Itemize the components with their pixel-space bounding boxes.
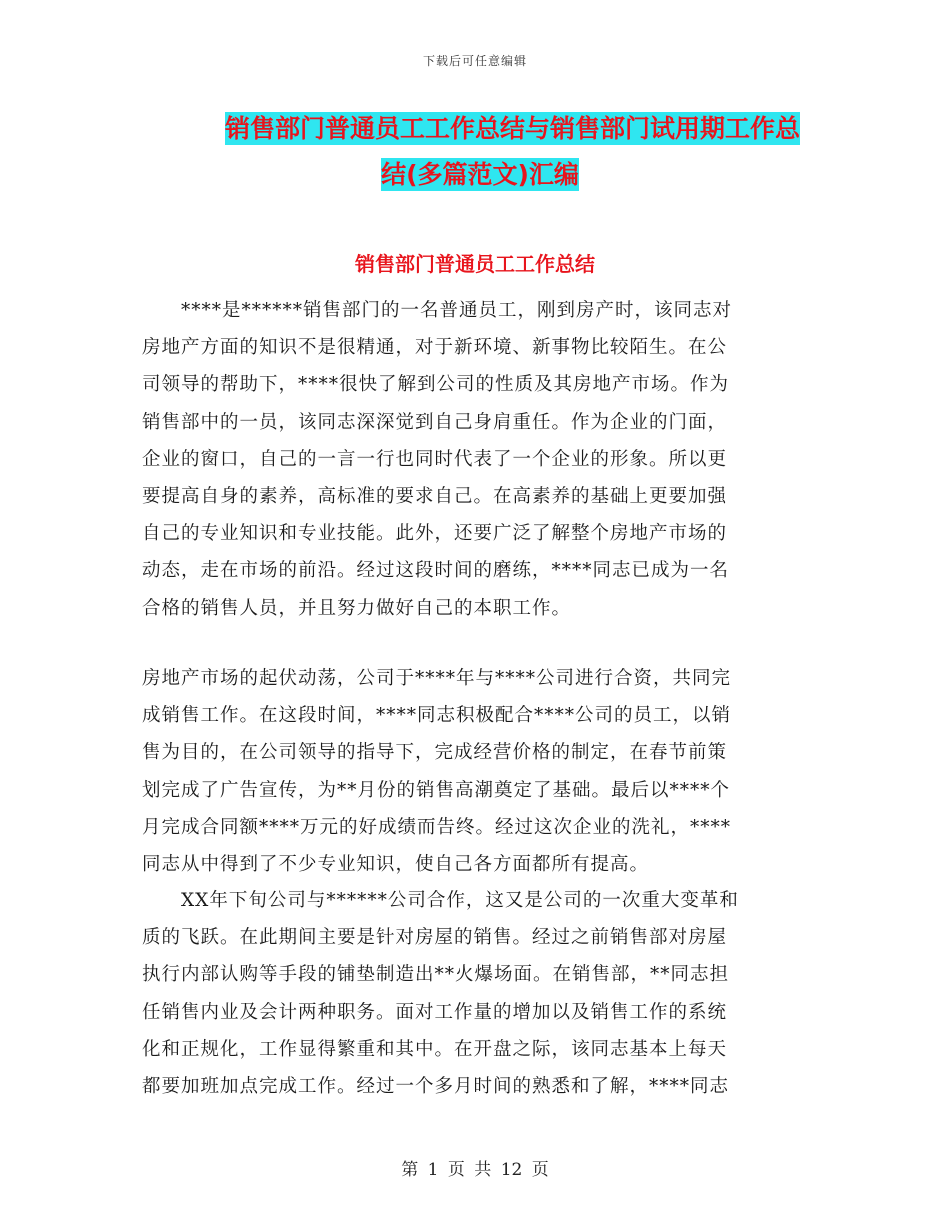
title-line-2 (150, 152, 810, 198)
page-footer: 第 1 页 共 12 页 (401, 1160, 549, 1180)
text-line: 质的飞跃。在此期间主要是针对房屋的销售。经过之前销售部对房屋 (142, 927, 728, 949)
text-line: 动态，走在市场的前沿。经过这段时间的磨练，****同志已成为一名 (142, 560, 730, 582)
paragraph-1 (142, 292, 802, 627)
paragraph-3 (142, 882, 802, 1105)
title-line-1 (150, 106, 810, 152)
text-line: 合格的销售人员，并且努力做好自己的本职工作。 (142, 597, 572, 619)
text-line: 自己的专业知识和专业技能。此外，还要广泛了解整个房地产市场的 (142, 523, 728, 545)
title-line-2-text: 结(多篇范文)汇编 (381, 160, 579, 189)
text-line: 司领导的帮助下，****很快了解到公司的性质及其房地产市场。作为 (142, 374, 730, 396)
text-line: 销售部中的一员，该同志深深觉到自己身肩重任。作为企业的门面， (142, 411, 728, 433)
text-line: XX年下旬公司与******公司合作，这又是公司的一次重大变革和 (142, 890, 739, 911)
text-line: ****是******销售部门的一名普通员工，刚到房产时，该同志对 (142, 300, 733, 321)
paragraph-2 (142, 660, 802, 883)
text-line: 成销售工作。在这段时间，****同志积极配合****公司的员工，以销 (142, 705, 732, 727)
section-heading: 销售部门普通员工工作总结 (355, 252, 595, 276)
text-line: 都要加班加点完成工作。经过一个多月时间的熟悉和了解，****同志 (142, 1076, 730, 1098)
text-line: 化和正规化，工作显得繁重和其中。在开盘之际，该同志基本上每天 (142, 1038, 728, 1060)
text-line: 售为目的，在公司领导的指导下，完成经营价格的制定，在春节前策 (142, 742, 728, 764)
text-line: 房地产方面的知识不是很精通，对于新环境、新事物比较陌生。在公 (142, 337, 728, 359)
text-line: 任销售内业及会计两种职务。面对工作量的增加以及销售工作的系统 (142, 1001, 728, 1023)
text-line: 同志从中得到了不少专业知识，使自己各方面都所有提高。 (142, 854, 650, 876)
text-line: 执行内部认购等手段的铺垫制造出**火爆场面。在销售部，**同志担 (142, 964, 730, 986)
text-line: 划完成了广告宣传，为**月份的销售高潮奠定了基础。最后以****个 (142, 779, 731, 801)
text-line: 月完成合同额****万元的好成绩而告终。经过这次企业的洗礼，**** (142, 816, 732, 838)
title-line-1-text: 销售部门普通员工工作总结与销售部门试用期工作总 (224, 114, 800, 143)
text-line: 企业的窗口，自己的一言一行也同时代表了一个企业的形象。所以更 (142, 448, 728, 470)
text-line: 要提高自身的素养，高标准的要求自己。在高素养的基础上更要加强 (142, 486, 728, 508)
document-title (150, 106, 810, 198)
text-line: 房地产市场的起伏动荡，公司于****年与****公司进行合资，共同完 (142, 668, 732, 689)
header-note: 下载后可任意编辑 (422, 54, 527, 68)
